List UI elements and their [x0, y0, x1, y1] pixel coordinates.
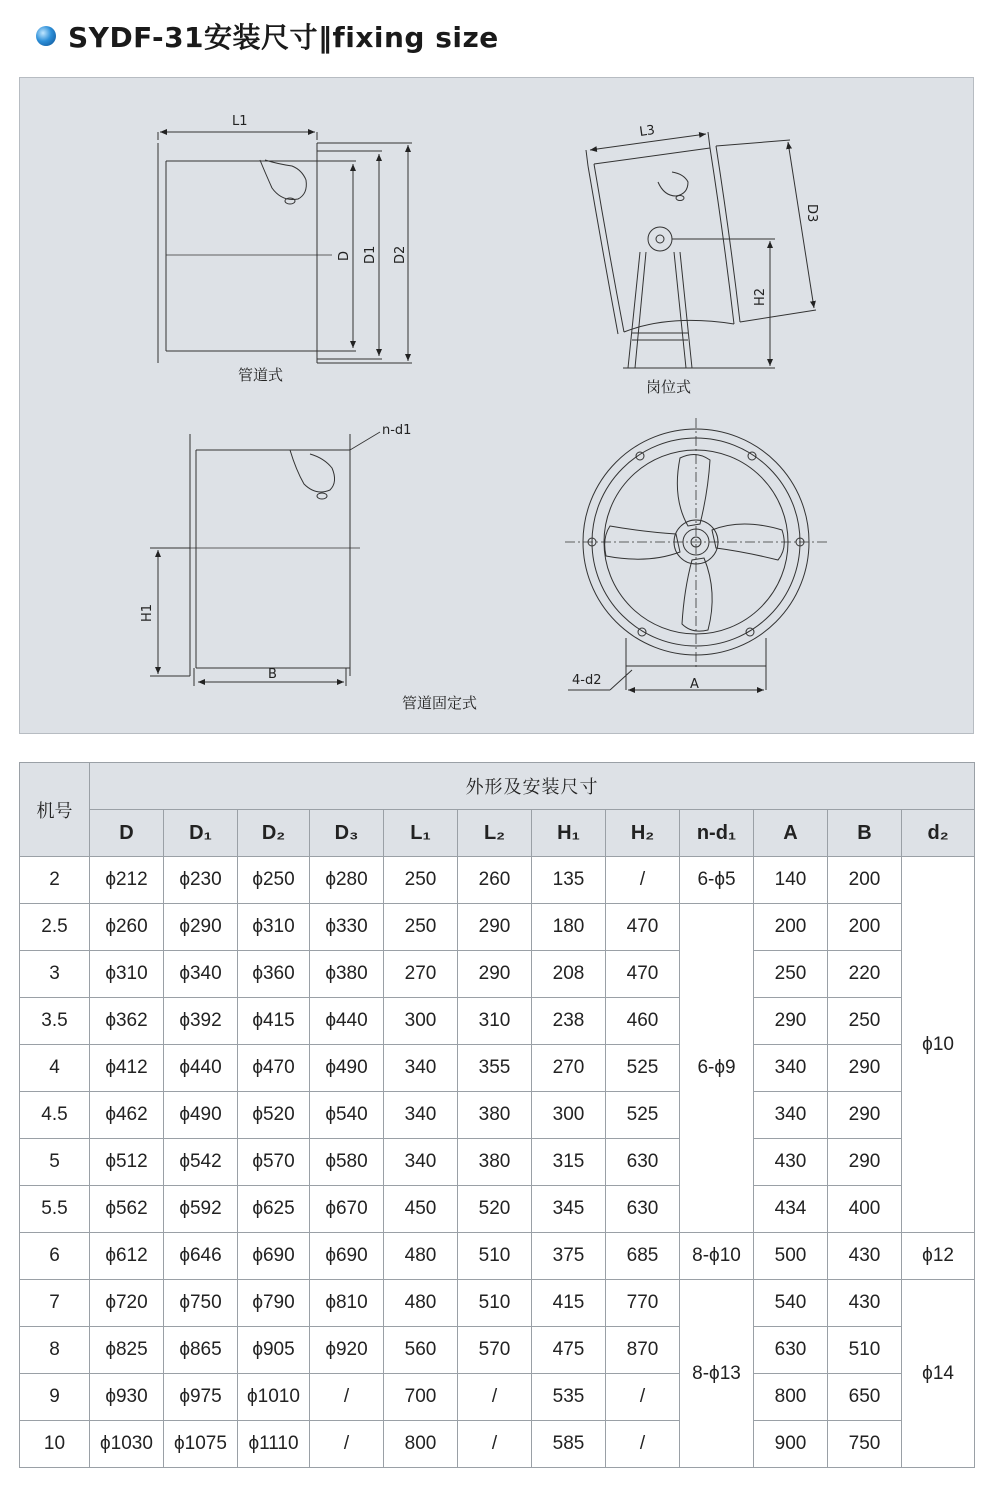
- cell-b: 220: [828, 951, 902, 998]
- model-header: 机号: [20, 763, 90, 857]
- col-header: D₂: [238, 810, 310, 857]
- label-4-d2: 4-d2: [572, 673, 602, 688]
- cell-h2: 770: [606, 1280, 680, 1327]
- table-row: [20, 1421, 975, 1468]
- table-row: [20, 1374, 975, 1421]
- cell-d: ϕ260: [90, 904, 164, 951]
- col-header: n-d₁: [680, 810, 754, 857]
- cell-h2: 630: [606, 1139, 680, 1186]
- cell-d: ϕ412: [90, 1045, 164, 1092]
- col-header: B: [828, 810, 902, 857]
- cell-l1: 800: [384, 1421, 458, 1468]
- model-cell: 9: [20, 1374, 90, 1421]
- cell-h1: 535: [532, 1374, 606, 1421]
- cell-d1: ϕ592: [164, 1186, 238, 1233]
- cell-b: 200: [828, 904, 902, 951]
- cell-d1: ϕ230: [164, 857, 238, 904]
- cell-d2: ϕ12: [902, 1233, 975, 1280]
- cell-h2: 630: [606, 1186, 680, 1233]
- label-H1: H1: [140, 603, 155, 622]
- cell-d3: ϕ690: [310, 1233, 384, 1280]
- table-row: [20, 857, 975, 904]
- cell-b: 650: [828, 1374, 902, 1421]
- cell-a: 434: [754, 1186, 828, 1233]
- cell-l2: 290: [458, 904, 532, 951]
- cell-d3: ϕ920: [310, 1327, 384, 1374]
- group-header: 外形及安装尺寸: [90, 763, 975, 810]
- cell-a: 540: [754, 1280, 828, 1327]
- cell-h1: 585: [532, 1421, 606, 1468]
- cell-d2: ϕ790: [238, 1280, 310, 1327]
- cell-d2: ϕ1010: [238, 1374, 310, 1421]
- cell-l1: 300: [384, 998, 458, 1045]
- model-cell: 5: [20, 1139, 90, 1186]
- caption-duct-fixed-type: 管道固定式: [402, 694, 478, 712]
- col-header: D₃: [310, 810, 384, 857]
- label-D3: D3: [804, 204, 819, 223]
- cell-d1: ϕ1075: [164, 1421, 238, 1468]
- cell-a: 430: [754, 1139, 828, 1186]
- col-header: H₂: [606, 810, 680, 857]
- model-cell: 2.5: [20, 904, 90, 951]
- cell-a: 800: [754, 1374, 828, 1421]
- cell-l2: 570: [458, 1327, 532, 1374]
- table-row: [20, 1327, 975, 1374]
- cell-d1: ϕ290: [164, 904, 238, 951]
- cell-b: 430: [828, 1233, 902, 1280]
- cell-b: 290: [828, 1045, 902, 1092]
- cell-d1: ϕ646: [164, 1233, 238, 1280]
- cell-l2: 510: [458, 1280, 532, 1327]
- cell-d3: ϕ540: [310, 1092, 384, 1139]
- cell-d1: ϕ440: [164, 1045, 238, 1092]
- cell-h1: 345: [532, 1186, 606, 1233]
- cell-n-d1: 6-ϕ5: [680, 857, 754, 904]
- col-header: D: [90, 810, 164, 857]
- cell-d1: ϕ975: [164, 1374, 238, 1421]
- model-cell: 5.5: [20, 1186, 90, 1233]
- model-cell: 8: [20, 1327, 90, 1374]
- table-body: [20, 857, 975, 1468]
- cell-l2: 520: [458, 1186, 532, 1233]
- model-cell: 6: [20, 1233, 90, 1280]
- cell-d: ϕ930: [90, 1374, 164, 1421]
- installation-drawing-panel: [19, 77, 974, 734]
- cell-n-d1: 8-ϕ13: [680, 1280, 754, 1468]
- cell-l2: /: [458, 1421, 532, 1468]
- label-D: D: [337, 250, 352, 261]
- cell-d2: ϕ415: [238, 998, 310, 1045]
- col-header: H₁: [532, 810, 606, 857]
- cell-l2: 290: [458, 951, 532, 998]
- cell-d2: ϕ470: [238, 1045, 310, 1092]
- table-row: [20, 904, 975, 951]
- cell-n-d1: 8-ϕ10: [680, 1233, 754, 1280]
- caption-post-type: 岗位式: [646, 378, 692, 396]
- cell-d1: ϕ340: [164, 951, 238, 998]
- model-cell: 3: [20, 951, 90, 998]
- cell-d3: ϕ810: [310, 1280, 384, 1327]
- cell-h1: 135: [532, 857, 606, 904]
- cell-n-d1: 6-ϕ9: [680, 904, 754, 1233]
- cell-a: 340: [754, 1092, 828, 1139]
- cell-a: 250: [754, 951, 828, 998]
- cell-d1: ϕ490: [164, 1092, 238, 1139]
- cell-a: 500: [754, 1233, 828, 1280]
- cell-b: 290: [828, 1092, 902, 1139]
- cell-l1: 340: [384, 1045, 458, 1092]
- label-L1: L1: [232, 114, 248, 129]
- col-header: D₁: [164, 810, 238, 857]
- cell-a: 900: [754, 1421, 828, 1468]
- cell-h2: 470: [606, 951, 680, 998]
- cell-h2: 460: [606, 998, 680, 1045]
- cell-l1: 700: [384, 1374, 458, 1421]
- front-view: [565, 418, 830, 690]
- cell-d1: ϕ542: [164, 1139, 238, 1186]
- cell-d2: ϕ360: [238, 951, 310, 998]
- table-row: [20, 1139, 975, 1186]
- cell-a: 200: [754, 904, 828, 951]
- post-type-view: [586, 132, 816, 368]
- cell-l1: 340: [384, 1092, 458, 1139]
- cell-h1: 300: [532, 1092, 606, 1139]
- model-cell: 10: [20, 1421, 90, 1468]
- cell-d2: ϕ1110: [238, 1421, 310, 1468]
- table-row: [20, 951, 975, 998]
- page-title: SYDF-31安装尺寸‖fixing size: [68, 21, 499, 54]
- table-row: [20, 1233, 975, 1280]
- cell-d: ϕ720: [90, 1280, 164, 1327]
- label-D2: D2: [393, 245, 408, 264]
- cell-h2: 870: [606, 1327, 680, 1374]
- col-header: d₂: [902, 810, 975, 857]
- cell-a: 140: [754, 857, 828, 904]
- cell-l2: 355: [458, 1045, 532, 1092]
- dimension-table: [19, 762, 975, 1468]
- label-H2: H2: [753, 287, 768, 306]
- caption-duct-type: 管道式: [238, 366, 284, 384]
- cell-h1: 315: [532, 1139, 606, 1186]
- cell-l1: 480: [384, 1280, 458, 1327]
- cell-h1: 180: [532, 904, 606, 951]
- installation-drawing: [20, 78, 975, 735]
- cell-d2: ϕ905: [238, 1327, 310, 1374]
- cell-d3: ϕ490: [310, 1045, 384, 1092]
- cell-h2: /: [606, 1421, 680, 1468]
- model-cell: 4: [20, 1045, 90, 1092]
- model-cell: 4.5: [20, 1092, 90, 1139]
- cell-l1: 480: [384, 1233, 458, 1280]
- cell-d: ϕ562: [90, 1186, 164, 1233]
- label-D1: D1: [363, 245, 378, 264]
- cell-h1: 415: [532, 1280, 606, 1327]
- cell-d2: ϕ310: [238, 904, 310, 951]
- cell-d1: ϕ392: [164, 998, 238, 1045]
- page-header: [36, 18, 499, 54]
- cell-l1: 560: [384, 1327, 458, 1374]
- table-row: [20, 1186, 975, 1233]
- cell-l2: 510: [458, 1233, 532, 1280]
- cell-d: ϕ362: [90, 998, 164, 1045]
- model-cell: 3.5: [20, 998, 90, 1045]
- col-header: A: [754, 810, 828, 857]
- cell-d2: ϕ250: [238, 857, 310, 904]
- cell-b: 430: [828, 1280, 902, 1327]
- table-row: [20, 1092, 975, 1139]
- cell-d3: /: [310, 1374, 384, 1421]
- model-cell: 2: [20, 857, 90, 904]
- cell-l2: /: [458, 1374, 532, 1421]
- cell-d3: ϕ440: [310, 998, 384, 1045]
- cell-l1: 250: [384, 857, 458, 904]
- label-n-d1: n-d1: [382, 423, 412, 438]
- cell-a: 340: [754, 1045, 828, 1092]
- cell-d: ϕ612: [90, 1233, 164, 1280]
- cell-d: ϕ1030: [90, 1421, 164, 1468]
- cell-d3: ϕ580: [310, 1139, 384, 1186]
- cell-d2: ϕ625: [238, 1186, 310, 1233]
- cell-b: 400: [828, 1186, 902, 1233]
- cell-h2: 525: [606, 1045, 680, 1092]
- cell-l1: 340: [384, 1139, 458, 1186]
- cell-d: ϕ310: [90, 951, 164, 998]
- cell-b: 200: [828, 857, 902, 904]
- cell-d: ϕ212: [90, 857, 164, 904]
- cell-h1: 475: [532, 1327, 606, 1374]
- cell-a: 290: [754, 998, 828, 1045]
- cell-d2: ϕ690: [238, 1233, 310, 1280]
- cell-d: ϕ825: [90, 1327, 164, 1374]
- cell-l2: 380: [458, 1092, 532, 1139]
- col-header: L₂: [458, 810, 532, 857]
- cell-h1: 375: [532, 1233, 606, 1280]
- cell-h2: 685: [606, 1233, 680, 1280]
- label-B: B: [268, 667, 277, 682]
- bullet-icon: [36, 26, 56, 46]
- cell-l1: 270: [384, 951, 458, 998]
- cell-d: ϕ462: [90, 1092, 164, 1139]
- table-row: [20, 1280, 975, 1327]
- cell-h1: 270: [532, 1045, 606, 1092]
- cell-h2: 525: [606, 1092, 680, 1139]
- cell-d3: /: [310, 1421, 384, 1468]
- cell-d2: ϕ520: [238, 1092, 310, 1139]
- cell-a: 630: [754, 1327, 828, 1374]
- cell-d1: ϕ865: [164, 1327, 238, 1374]
- model-cell: 7: [20, 1280, 90, 1327]
- cell-d3: ϕ380: [310, 951, 384, 998]
- cell-b: 290: [828, 1139, 902, 1186]
- cell-l1: 450: [384, 1186, 458, 1233]
- cell-d: ϕ512: [90, 1139, 164, 1186]
- cell-l2: 260: [458, 857, 532, 904]
- cell-d3: ϕ670: [310, 1186, 384, 1233]
- cell-b: 510: [828, 1327, 902, 1374]
- label-A: A: [690, 677, 699, 692]
- cell-d2: ϕ14: [902, 1280, 975, 1468]
- cell-l1: 250: [384, 904, 458, 951]
- table-row: [20, 1045, 975, 1092]
- cell-b: 750: [828, 1421, 902, 1468]
- cell-b: 250: [828, 998, 902, 1045]
- cell-h2: /: [606, 1374, 680, 1421]
- duct-fixed-view: [150, 432, 380, 686]
- cell-d3: ϕ330: [310, 904, 384, 951]
- cell-d3: ϕ280: [310, 857, 384, 904]
- cell-d1: ϕ750: [164, 1280, 238, 1327]
- cell-h2: /: [606, 857, 680, 904]
- cell-d2: ϕ570: [238, 1139, 310, 1186]
- cell-l2: 310: [458, 998, 532, 1045]
- label-L3: L3: [638, 122, 656, 140]
- table-row: [20, 998, 975, 1045]
- cell-d2: ϕ10: [902, 857, 975, 1233]
- cell-h1: 208: [532, 951, 606, 998]
- cell-h1: 238: [532, 998, 606, 1045]
- cell-h2: 470: [606, 904, 680, 951]
- cell-l2: 380: [458, 1139, 532, 1186]
- col-header: L₁: [384, 810, 458, 857]
